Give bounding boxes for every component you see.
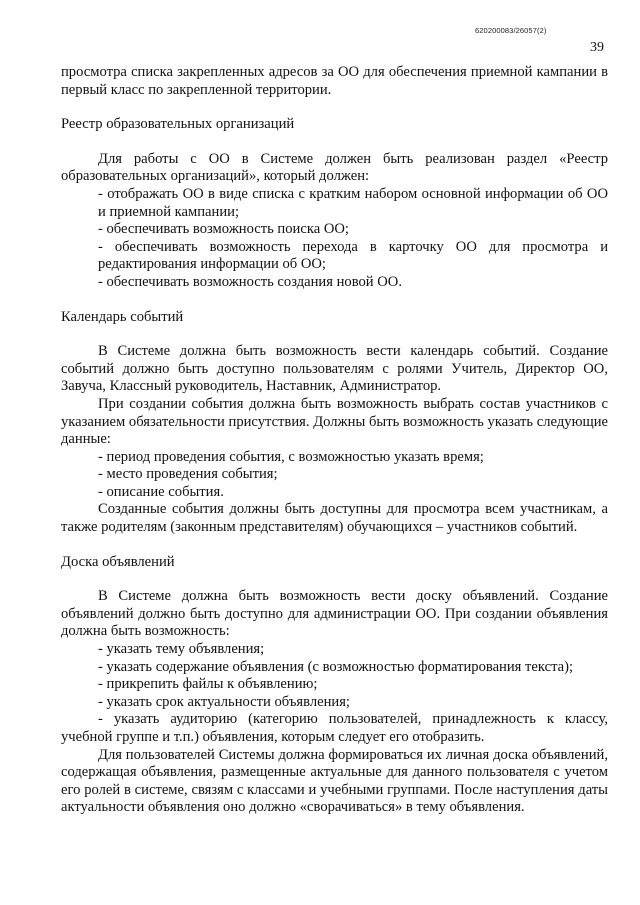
document-id: 620200083/26057(2)	[475, 26, 547, 35]
registry-paragraph: Для работы с ОО в Системе должен быть реализован раздел «Реестр образовательных организаций», который должен:	[61, 150, 608, 185]
document-body	[61, 64, 608, 817]
board-list-item: - указать тему объявления;	[98, 641, 265, 658]
registry-list-item: - обеспечивать возможность поиска ОО;	[98, 221, 349, 238]
section-heading-registry: Реестр образовательных организаций	[61, 116, 295, 133]
registry-list-item: - обеспечивать возможность создания новой ОО.	[98, 273, 402, 290]
board-paragraph: В Системе должна быть возможность вести доску объявлений. Создание объявлений должно быть доступно для администрации ОО. При создании объявления должна быть возможность:	[61, 588, 608, 640]
board-list-item: - указать аудиторию (категорию пользователей, принадлежность к классу, учебной группе и т.п.) объявления, которым следует его отобразить.	[61, 711, 608, 745]
calendar-list-item: - период проведения события, с возможностью указать время;	[98, 448, 484, 465]
board-list-item: - прикрепить файлы к объявлению;	[98, 676, 318, 693]
board-list-item: - указать срок актуальности объявления;	[98, 693, 350, 710]
board-paragraph: Для пользователей Системы должна формироваться их личная доска объявлений, содержащая объявления, размещенные актуальные для данного пользователя с учетом его ролей в системе, связям с классами и учебными группами. После наступления даты актуальности объявления оно должно «сворачиваться» в тему объявления.	[61, 746, 608, 816]
calendar-paragraph: В Системе должна быть возможность вести календарь событий. Создание событий должно быть доступно пользователям с ролями Учитель, Директор ОО, Завуча, Классный руководитель, Наставник, Администратор.	[61, 343, 608, 395]
calendar-paragraph: При создании события должна быть возможность выбрать состав участников с указанием обязательности присутствия. Должны быть возможность указать следующие данные:	[61, 395, 608, 448]
section-heading-board: Доска объявлений	[61, 553, 175, 570]
page-number: 39	[590, 40, 604, 55]
calendar-list-item: - место проведения события;	[98, 466, 278, 483]
registry-list-item: - отображать ОО в виде списка с кратким набором основной информации об ОО и приемной кампании;	[98, 185, 608, 220]
intro-paragraph: просмотра списка закрепленных адресов за ОО для обеспечения приемной кампании в первый класс по закрепленной территории.	[61, 64, 608, 98]
calendar-paragraph: Созданные события должны быть доступны для просмотра всем участникам, а также родителям (законным представителям) обучающихся – участников событий.	[61, 501, 608, 536]
registry-list-item: - обеспечивать возможность перехода в карточку ОО для просмотра и редактирования информации об ОО;	[98, 238, 608, 273]
section-heading-calendar: Календарь событий	[61, 308, 184, 325]
calendar-list-item: - описание события.	[98, 483, 224, 500]
board-list-item: - указать содержание объявления (с возможностью форматирования текста);	[98, 658, 574, 675]
